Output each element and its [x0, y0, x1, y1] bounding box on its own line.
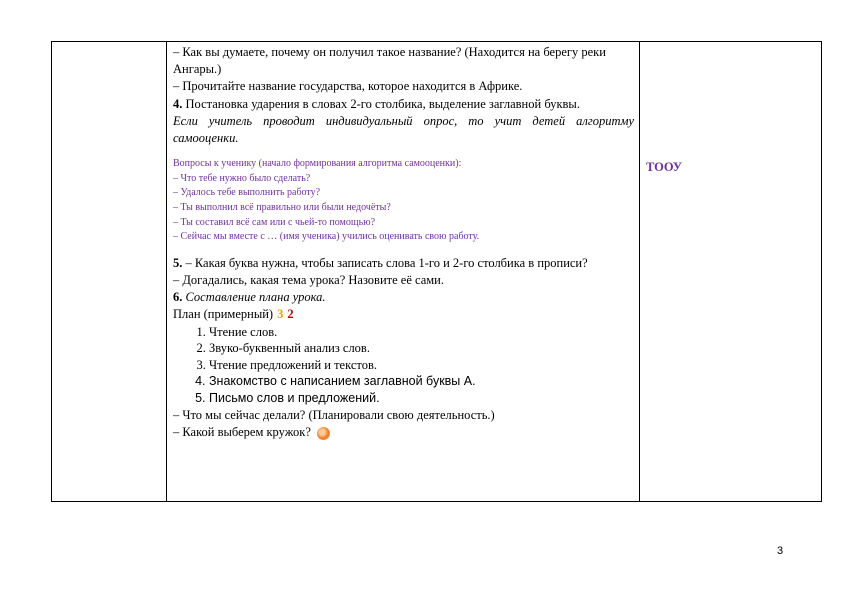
- self-assessment-question: – Ты составил всё сам или с чьей-то помощью?: [173, 216, 376, 228]
- step-4-text: Постановка ударения в словах 2-го столбика, выделение заглавной буквы.: [182, 96, 580, 111]
- table-row: [52, 42, 822, 502]
- list-item: 1. Чтение слов.: [209, 324, 634, 341]
- step-6-text: Составление плана урока.: [182, 290, 326, 305]
- self-assessment-heading: Вопросы к ученику (начало формирования алгоритма самооценки):: [173, 158, 462, 170]
- list-item: 4. Знакомство с написанием заглавной буквы А.: [209, 373, 634, 390]
- list-item: 5. Письмо слов и предложений.: [209, 390, 634, 407]
- self-assessment-question: – Ты выполнил всё правильно или были недочёты?: [173, 202, 391, 213]
- self-assessment-question: – Удалось тебе выполнить работу?: [173, 187, 321, 199]
- step-4: [173, 96, 634, 113]
- activity-question: – Что мы сейчас делали? (Планировали свою деятельность.): [173, 408, 495, 423]
- left-cell: [52, 42, 167, 502]
- step-4-number: 4.: [173, 96, 183, 111]
- teacher-note: Если учитель проводит индивидуальный опрос, то учит детей алгоритму самооценки.: [173, 113, 634, 146]
- tag-label: ТООУ: [646, 160, 683, 174]
- right-cell: [640, 42, 822, 502]
- question-africa: – Прочитайте название государства, которое находится в Африке.: [173, 79, 523, 94]
- step-6-number: 6.: [173, 290, 183, 305]
- step-5-text: – Какая буква нужна, чтобы записать слова 1-го и 2-го столбика в прописи?: [182, 255, 588, 270]
- step-5-number: 5.: [173, 255, 183, 270]
- orange-circle-icon: [317, 427, 330, 440]
- step-5: [173, 255, 634, 272]
- middle-cell: [167, 42, 640, 502]
- lesson-table: [51, 41, 822, 502]
- self-assessment-question: – Сейчас мы вместе с … (имя ученика) учились оценивать свою работу.: [173, 231, 480, 243]
- circle-question: – Какой выберем кружок?: [173, 424, 634, 441]
- plan-list: [173, 324, 634, 408]
- plan-label: План (примерный) 3 2: [173, 307, 294, 322]
- topic-question: – Догадались, какая тема урока? Назовите её сами.: [173, 272, 444, 287]
- list-item: 3. Чтение предложений и текстов.: [209, 357, 634, 374]
- plan-number-2: 2: [287, 307, 294, 322]
- question-name-origin: – Как вы думаете, почему он получил такое название? (Находится на берегу реки Ангары.): [173, 45, 606, 77]
- list-item: 2. Звуко-буквенный анализ слов.: [209, 340, 634, 357]
- self-assessment-question: – Что тебе нужно было сделать?: [173, 172, 311, 184]
- plan-number-3: 3: [277, 307, 284, 322]
- page-number: 3: [777, 545, 784, 557]
- step-6: [173, 289, 634, 306]
